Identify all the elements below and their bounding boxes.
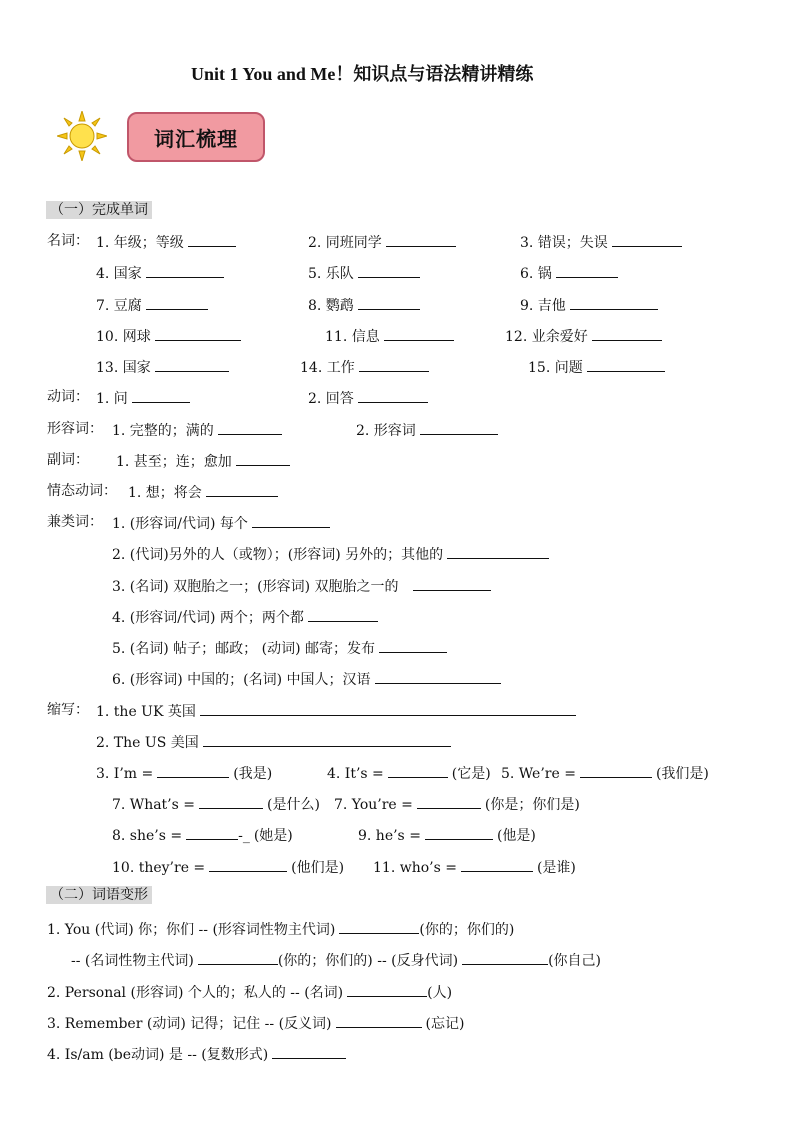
adj-item: 2. 形容词 — [356, 420, 498, 440]
contraction-item: 9. he’s = (他是) — [358, 825, 536, 845]
section-heading-complete-words: （一）完成单词 — [46, 201, 152, 219]
word-form-item: 3. Remember (动词) 记得；记住 -- (反义词) (忘记) — [47, 1013, 464, 1033]
word-form-item: 1. You (代词) 你；你们 -- (形容词性物主代词) (你的；你们的) — [47, 919, 514, 939]
multi-item: 1. (形容词/代词) 每个 — [112, 513, 330, 533]
contraction-item: 8. she’s = -_ (她是) — [112, 825, 293, 845]
multi-item: 5. (名词) 帖子；邮政； (动词) 邮寄；发布 — [112, 638, 447, 658]
word-form-item: -- (名词性物主代词) (你的；你们的) -- (反身代词) (你自己) — [71, 950, 601, 970]
contraction-item: 5. We’re = (我们是) — [501, 763, 709, 783]
noun-item: 1. 年级；等级 — [96, 232, 236, 252]
modal-item: 1. 想；将会 — [128, 482, 278, 502]
contraction-item: 7. You’re = (你是；你们是) — [334, 794, 580, 814]
adj-label: 形容词： — [47, 421, 103, 437]
section-heading-word-forms: （二）词语变形 — [46, 886, 152, 904]
section-badge: 词汇梳理 — [127, 112, 265, 162]
multi-item: 4. (形容词/代词) 两个；两个都 — [112, 607, 378, 627]
adj-item: 1. 完整的；满的 — [112, 420, 282, 440]
noun-item: 6. 锅 — [520, 263, 618, 283]
contraction-item: 4. It’s = (它是) — [327, 763, 491, 783]
noun-item: 15. 问题 — [528, 357, 665, 377]
noun-item: 11. 信息 — [325, 326, 454, 346]
abbr-item: 1. the UK 英国 — [96, 701, 576, 721]
noun-item: 13. 国家 — [96, 357, 229, 377]
contraction-item: 3. I’m = (我是) — [96, 763, 272, 783]
abbr-item: 2. The US 美国 — [96, 732, 451, 752]
word-form-item: 4. Is/am (be动词) 是 -- (复数形式) — [47, 1044, 346, 1064]
noun-item: 3. 错误；失误 — [520, 232, 682, 252]
adv-label: 副词： — [47, 452, 89, 468]
contraction-item: 7. What’s = (是什么) — [112, 794, 320, 814]
noun-item: 5. 乐队 — [308, 263, 420, 283]
nouns-label: 名词： — [47, 233, 89, 249]
noun-item: 7. 豆腐 — [96, 295, 208, 315]
multi-item: 6. (形容词) 中国的；(名词) 中国人；汉语 — [112, 669, 501, 689]
word-form-item: 2. Personal (形容词) 个人的；私人的 -- (名词) (人) — [47, 982, 452, 1002]
modal-label: 情态动词： — [47, 483, 117, 499]
adv-item: 1. 甚至；连；愈加 — [116, 451, 290, 471]
noun-item: 10. 网球 — [96, 326, 241, 346]
abbr-label: 缩写： — [47, 702, 89, 718]
multi-item: 3. (名词) 双胞胎之一；(形容词) 双胞胎之一的 — [112, 576, 491, 596]
noun-item: 2. 同班同学 — [308, 232, 456, 252]
noun-item: 8. 鹦鹉 — [308, 295, 420, 315]
verb-item: 2. 回答 — [308, 388, 428, 408]
noun-item: 12. 业余爱好 — [505, 326, 662, 346]
verbs-label: 动词： — [47, 389, 89, 405]
page-title: Unit 1 You and Me！知识点与语法精讲精练 — [191, 64, 534, 84]
multi-item: 2. (代词)另外的人（或物）；(形容词) 另外的；其他的 — [112, 544, 549, 564]
contraction-item: 10. they’re = (他们是) — [112, 857, 344, 877]
sun-icon — [57, 111, 107, 161]
noun-item: 9. 吉他 — [520, 295, 658, 315]
multi-label: 兼类词： — [47, 514, 103, 530]
verb-item: 1. 问 — [96, 388, 190, 408]
noun-item: 4. 国家 — [96, 263, 224, 283]
noun-item: 14. 工作 — [300, 357, 429, 377]
contraction-item: 11. who’s = (是谁) — [373, 857, 576, 877]
